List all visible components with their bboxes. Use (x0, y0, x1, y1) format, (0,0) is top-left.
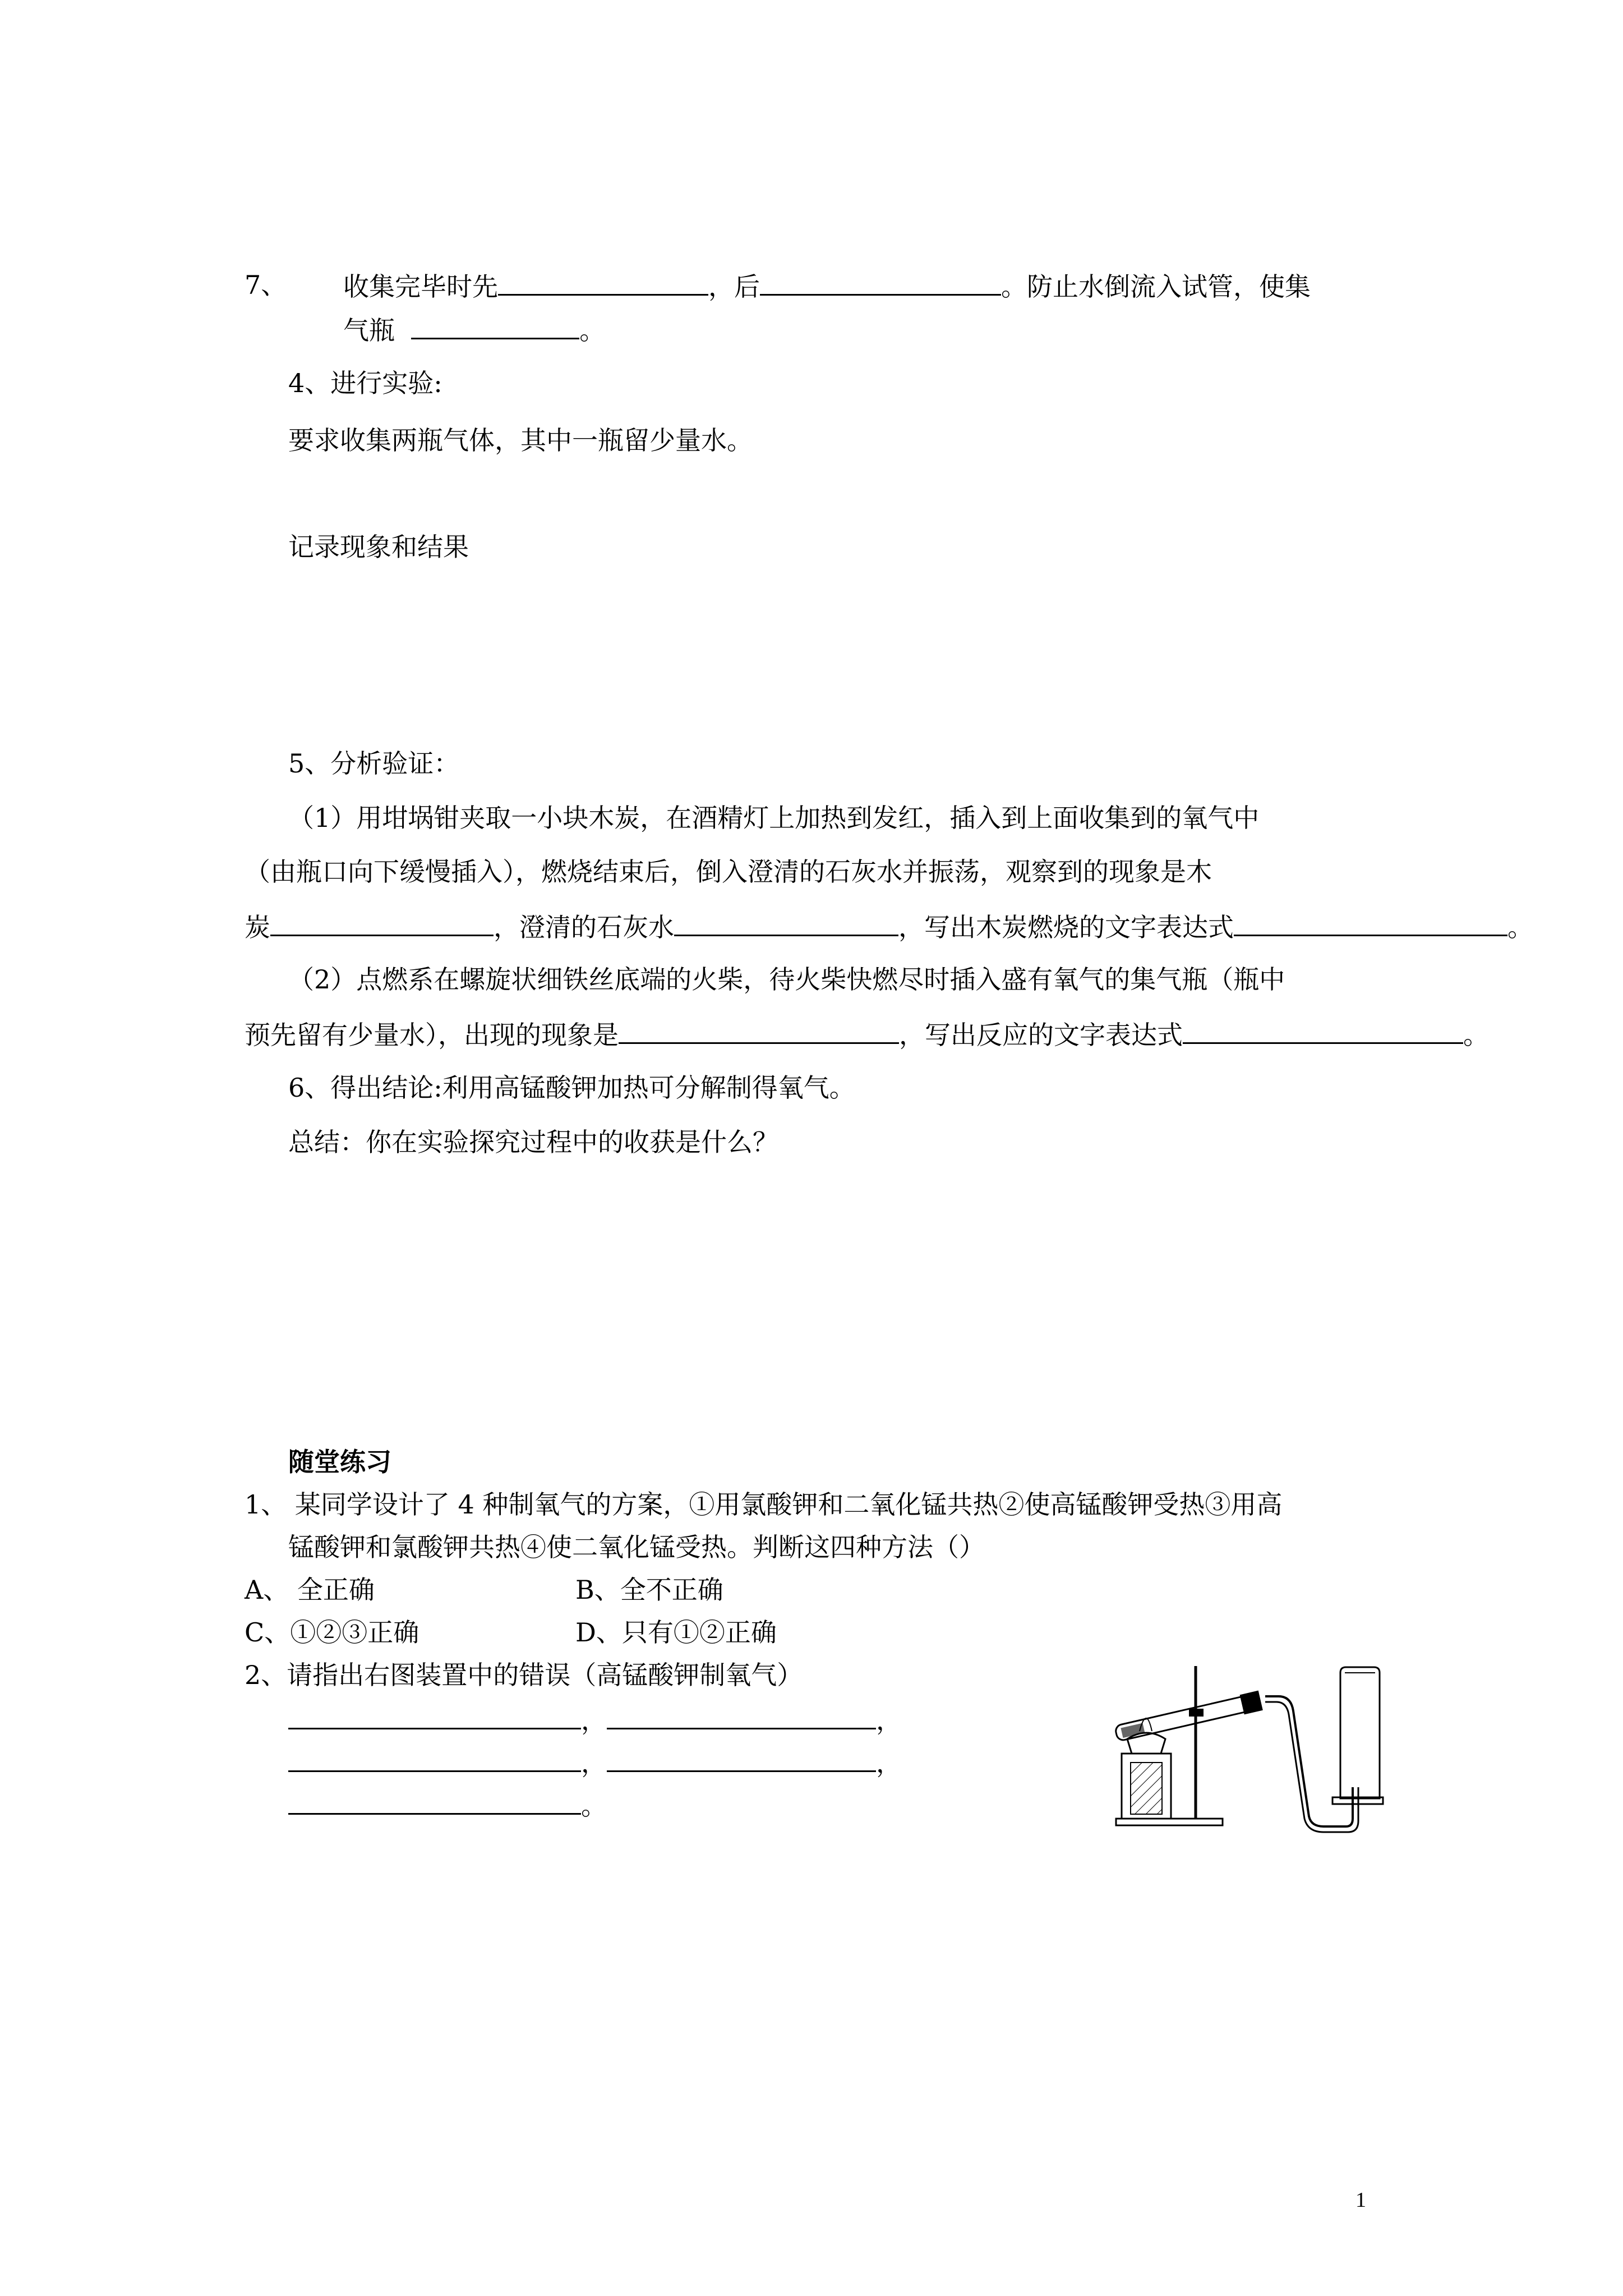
s5-blank-limewater[interactable] (674, 909, 898, 936)
s5-p2-line2-b: ，写出反应的文字表达式 (899, 1020, 1183, 1050)
oxygen-apparatus-figure (1110, 1660, 1424, 1840)
section-4-heading: 4、进行实验: (288, 368, 442, 398)
s5-p2-line1: （2）点燃系在螺旋状细铁丝底端的火柴，待火柴快燃尽时插入盛有氧气的集气瓶（瓶中 (288, 964, 1285, 995)
clamp (1189, 1709, 1204, 1717)
option-b[interactable]: B、全不正确 (575, 1575, 723, 1605)
q2-blank-5[interactable] (288, 1787, 581, 1815)
section-5-heading: 5、分析验证： (288, 748, 460, 779)
option-d[interactable]: D、只有①②正确 (575, 1617, 777, 1648)
q2-period: 。 (581, 1791, 607, 1821)
q7-number: 7、 (245, 270, 287, 300)
s5-p1-line3-a: 炭 (245, 912, 270, 942)
q7-blank-2[interactable] (760, 268, 1001, 296)
s5-p1-line3-c: ，写出木炭燃烧的文字表达式 (898, 912, 1234, 942)
q2-blank-4[interactable] (607, 1745, 876, 1772)
page-number: 1 (1355, 2188, 1366, 2212)
q7-text-e: 。 (579, 315, 606, 346)
q2-comma-4: ， (876, 1748, 902, 1778)
option-c[interactable]: C、①②③正确 (245, 1617, 419, 1648)
alcohol-lamp (1127, 1733, 1165, 1754)
q7-text-b: ，后 (708, 272, 760, 302)
q2-comma-3: ， (581, 1748, 607, 1778)
q2-comma-1: ， (581, 1705, 607, 1736)
q2-blank-1[interactable] (288, 1702, 581, 1729)
stopper (1240, 1691, 1263, 1715)
s5-p1-line3-b: ，澄清的石灰水 (494, 912, 674, 942)
practice-q1-line1: 1、 某同学设计了 4 种制氧气的方案，①用氯酸钾和二氧化锰共热②使高锰酸钾受热③用高 (245, 1489, 1283, 1520)
s5-p1-line1: （1）用坩埚钳夹取一小块木炭，在酒精灯上加热到发红，插入到上面收集到的氧气中 (288, 803, 1260, 833)
q7-blank-1[interactable] (498, 268, 708, 296)
practice-q1-line2: 锰酸钾和氯酸钾共热④使二氧化锰受热。判断这四种方法（） (288, 1532, 985, 1562)
option-a[interactable]: A、 全正确 (245, 1575, 375, 1605)
s5-blank-charcoal-equation[interactable] (1234, 909, 1507, 936)
q7-text-d: 气瓶 (343, 315, 395, 346)
record-results-label: 记录现象和结果 (288, 532, 469, 562)
summary-question: 总结：你在实验探究过程中的收获是什么？ (288, 1127, 778, 1157)
practice-q2: 2、请指出右图装置中的错误（高锰酸钾制氧气） (245, 1660, 803, 1690)
section-4-requirement: 要求收集两瓶气体，其中一瓶留少量水。 (288, 425, 753, 455)
q2-blank-2[interactable] (607, 1702, 876, 1729)
s5-blank-iron-equation[interactable] (1183, 1016, 1463, 1044)
q7-text-a: 收集完毕时先 (343, 272, 498, 302)
s5-p1-line3-d: 。 (1507, 912, 1533, 942)
q7-blank-3[interactable] (411, 312, 579, 339)
section-6-conclusion: 6、得出结论:利用高锰酸钾加热可分解制得氧气。 (288, 1073, 855, 1103)
s5-p1-line2: （由瓶口向下缓慢插入），燃烧结束后，倒入澄清的石灰水并振荡，观察到的现象是木 (245, 857, 1212, 887)
q2-blank-3[interactable] (288, 1745, 581, 1772)
s5-p2-line2-a: 预先留有少量水），出现的现象是 (245, 1020, 619, 1050)
s5-p2-line2-c: 。 (1463, 1020, 1489, 1050)
q2-comma-2: ， (876, 1705, 902, 1736)
q7-text-c: 。防止水倒流入试管，使集 (1001, 272, 1311, 302)
stand-base (1116, 1819, 1223, 1825)
practice-title: 随堂练习 (288, 1447, 391, 1477)
s5-blank-iron-phenomenon[interactable] (619, 1016, 899, 1044)
collecting-bottle (1340, 1667, 1380, 1798)
s5-blank-charcoal[interactable] (270, 909, 494, 936)
